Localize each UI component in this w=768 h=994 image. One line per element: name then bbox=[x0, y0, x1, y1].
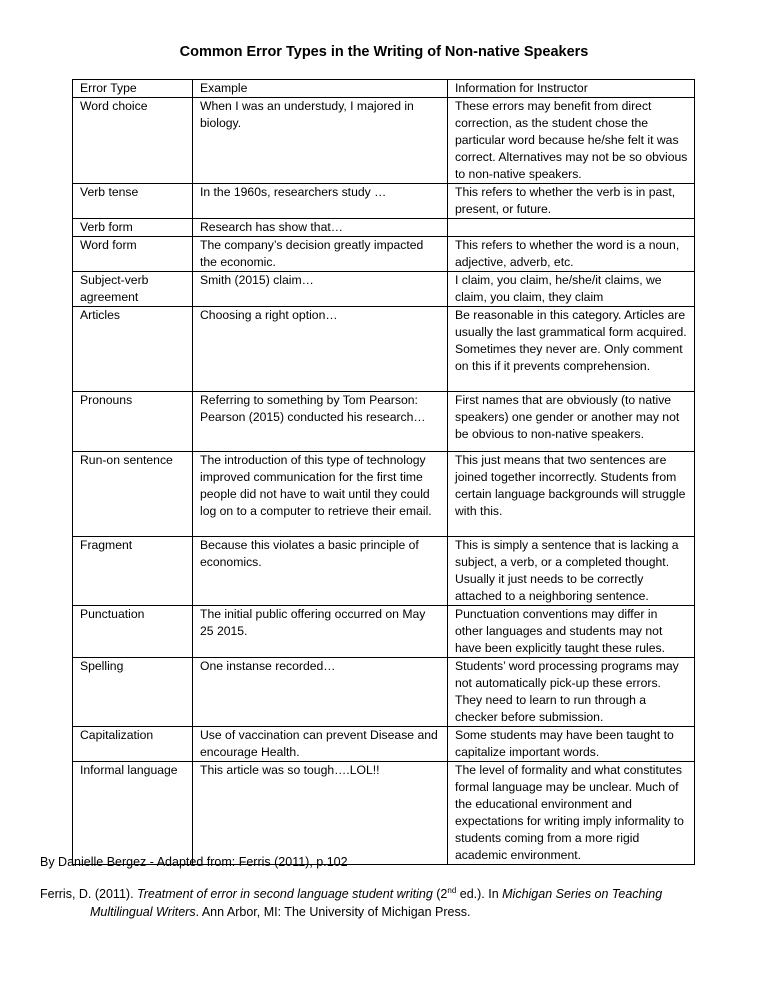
info-cell bbox=[448, 219, 695, 237]
table-row bbox=[73, 658, 695, 727]
error-type-cell: Verb tense bbox=[73, 184, 193, 219]
example-cell: The introduction of this type of technology improved communication for the first time people did not have to wait until they could log on to a computer to retrieve their email. bbox=[193, 452, 448, 537]
header-error-type: Error Type bbox=[73, 80, 193, 98]
table-row bbox=[73, 762, 695, 865]
error-type-cell: Fragment bbox=[73, 537, 193, 606]
error-type-cell: Punctuation bbox=[73, 606, 193, 658]
table-row bbox=[73, 307, 695, 392]
example-cell: This article was so tough….LOL!! bbox=[193, 762, 448, 865]
author-credit: By Danielle Bergez - Adapted from: Ferris (2011), p.102 bbox=[40, 855, 348, 869]
ref-edition-open: (2 bbox=[432, 887, 448, 901]
ref-series-title: Michigan Series on Teaching bbox=[502, 887, 663, 901]
example-cell: The initial public offering occurred on May 25 2015. bbox=[193, 606, 448, 658]
table-row bbox=[73, 727, 695, 762]
ref-edition-close: ed.). In bbox=[456, 887, 503, 901]
table-row bbox=[73, 237, 695, 272]
table-row bbox=[73, 219, 695, 237]
error-type-cell: Articles bbox=[73, 307, 193, 392]
table-row bbox=[73, 392, 695, 452]
table-row bbox=[73, 452, 695, 537]
ref-publisher: . Ann Arbor, MI: The University of Michigan Press. bbox=[195, 905, 471, 919]
error-type-cell: Word form bbox=[73, 237, 193, 272]
table-row bbox=[73, 184, 695, 219]
example-cell: Use of vaccination can prevent Disease and encourage Health. bbox=[193, 727, 448, 762]
error-type-cell: Word choice bbox=[73, 98, 193, 184]
example-cell: Referring to something by Tom Pearson: Pearson (2015) conducted his research… bbox=[193, 392, 448, 452]
ref-author-year: Ferris, D. (2011). bbox=[40, 887, 138, 901]
ref-series-title-cont: Multilingual Writers bbox=[90, 905, 196, 919]
table-row bbox=[73, 537, 695, 606]
info-cell: This just means that two sentences are joined together incorrectly. Students from certain language backgrounds will struggle with this. bbox=[448, 452, 695, 537]
table-header-row bbox=[73, 80, 695, 98]
info-cell: These errors may benefit from direct correction, as the student chose the particular word because he/she felt it was correct. Alternatives may not be so obvious to non-native speakers. bbox=[448, 98, 695, 184]
example-cell: Because this violates a basic principle of economics. bbox=[193, 537, 448, 606]
error-type-cell: Verb form bbox=[73, 219, 193, 237]
error-type-cell: Informal language bbox=[73, 762, 193, 865]
error-type-cell: Capitalization bbox=[73, 727, 193, 762]
example-cell: Choosing a right option… bbox=[193, 307, 448, 392]
info-cell: I claim, you claim, he/she/it claims, we claim, you claim, they claim bbox=[448, 272, 695, 307]
header-example: Example bbox=[193, 80, 448, 98]
example-cell: Smith (2015) claim… bbox=[193, 272, 448, 307]
example-cell: In the 1960s, researchers study … bbox=[193, 184, 448, 219]
ref-second-line bbox=[40, 903, 720, 921]
error-type-cell: Spelling bbox=[73, 658, 193, 727]
example-cell: Research has show that… bbox=[193, 219, 448, 237]
info-cell: Punctuation conventions may differ in other languages and students may not have been explicitly taught these rules. bbox=[448, 606, 695, 658]
info-cell: This is simply a sentence that is lacking a subject, a verb, or a completed thought. Usually it just needs to be correctly attached to a neighboring sentence. bbox=[448, 537, 695, 606]
info-cell: This refers to whether the word is a noun, adjective, adverb, etc. bbox=[448, 237, 695, 272]
reference-citation bbox=[40, 885, 720, 921]
example-cell: When I was an understudy, I majored in biology. bbox=[193, 98, 448, 184]
ref-book-title: Treatment of error in second language student writing bbox=[137, 887, 433, 901]
info-cell: This refers to whether the verb is in past, present, or future. bbox=[448, 184, 695, 219]
info-cell: Students’ word processing programs may not automatically pick-up these errors. They need to learn to run through a checker before submission. bbox=[448, 658, 695, 727]
error-types-table bbox=[72, 79, 695, 865]
error-type-cell: Subject-verb agreement bbox=[73, 272, 193, 307]
table-row bbox=[73, 606, 695, 658]
header-instructor-info: Information for Instructor bbox=[448, 80, 695, 98]
example-cell: The company’s decision greatly impacted the economic. bbox=[193, 237, 448, 272]
info-cell: The level of formality and what constitutes formal language may be unclear. Much of the educational environment and expectations for writing imply informality to students coming from a more rigid academic environment. bbox=[448, 762, 695, 865]
info-cell: First names that are obviously (to native speakers) one gender or another may not be obvious to non-native speakers. bbox=[448, 392, 695, 452]
ref-edition-superscript: nd bbox=[447, 885, 457, 895]
example-cell: One instanse recorded… bbox=[193, 658, 448, 727]
info-cell: Some students may have been taught to capitalize important words. bbox=[448, 727, 695, 762]
error-type-cell: Run-on sentence bbox=[73, 452, 193, 537]
table-row bbox=[73, 272, 695, 307]
page-title: Common Error Types in the Writing of Non-native Speakers bbox=[179, 44, 589, 60]
error-type-cell: Pronouns bbox=[73, 392, 193, 452]
table-row bbox=[73, 98, 695, 184]
info-cell: Be reasonable in this category. Articles are usually the last grammatical form acquired. Sometimes they never are. Only comment on this if it prevents comprehension. bbox=[448, 307, 695, 392]
